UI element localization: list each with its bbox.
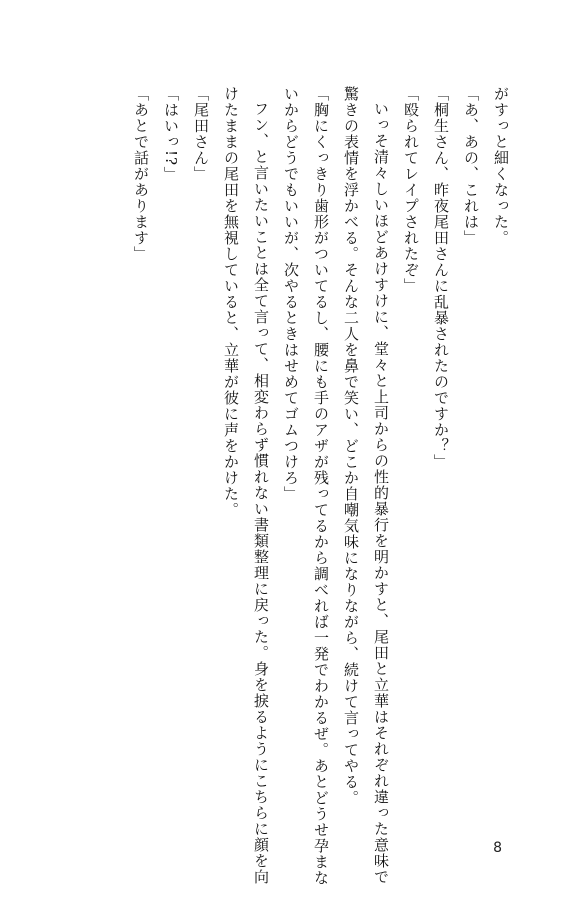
body-text [126,86,516,886]
narration-line-6: 驚きの表情を浮かべる。そんな二人を鼻で笑い、どこか自嘲気味になりながら、続けて言ってやる。 [342,86,360,806]
dialogue-line-13: 「あとで話があります」 [132,86,150,262]
page-number: 8 [493,840,502,856]
narration-line-10: けたままの尾田を無視していると、立華が彼に声をかけた。 [222,86,240,518]
narration-line-5: いっそ清々しいほどあけすけに、堂々と上司からの性的暴行を明かすと、尾田と立華はそれぞれ違った意味で [372,101,390,885]
dialogue-line-3: 「桐生さん、昨夜尾田さんに乱暴されたのですか？」 [432,86,450,470]
dialogue-line-7: 「胸にくっきり歯形がついてるし、腰にも手のアザが残ってるから調べれば一発でわかるぜ。あとどうせ孕まな [312,86,330,886]
dialogue-line-11: 「尾田さん」 [192,86,210,182]
text-line-1: がすっと細くなった。 [492,86,510,246]
narration-line-9: フン、と言いたいことは全て言って、相変わらず慣れない書類整理に戻った。身を捩るようにこちらに顔を向 [252,101,270,885]
dialogue-line-12: 「はいっ!?」 [162,86,180,183]
dialogue-line-4: 「殴られてレイプされたぞ」 [402,86,420,294]
dialogue-line-8: いからどうでもいいが、次やるときはせめてゴムつけろ」 [282,86,300,502]
dialogue-line-2: 「あ、あの、これは」 [462,86,480,246]
